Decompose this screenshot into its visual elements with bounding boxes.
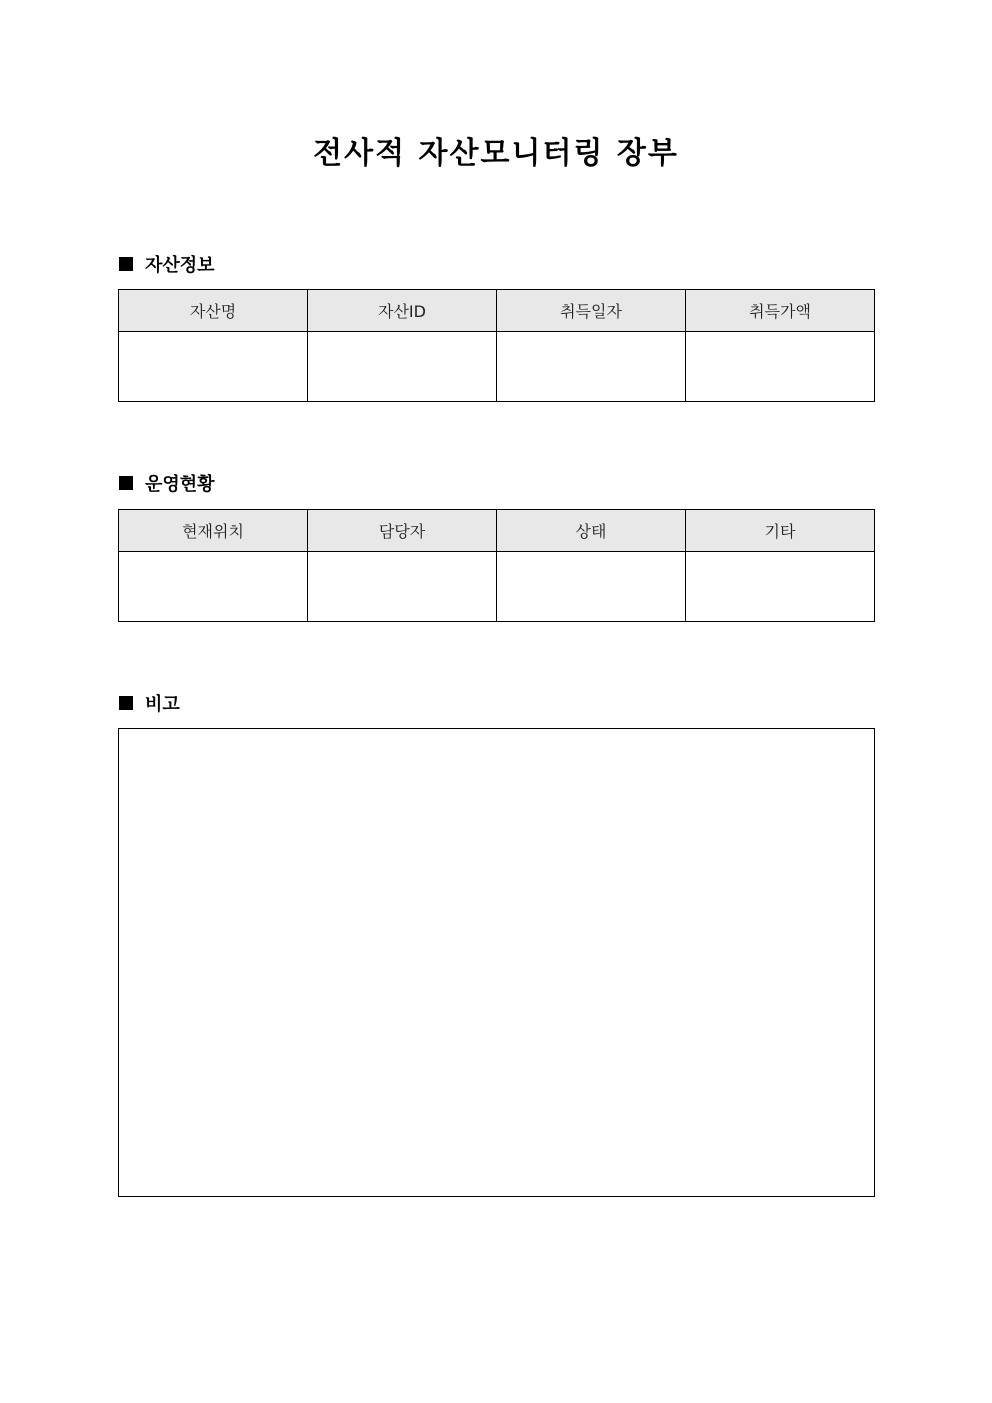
asset-info-heading-label: 자산정보 <box>145 255 215 276</box>
manager-cell[interactable] <box>308 552 497 622</box>
asset-id-cell[interactable] <box>308 332 497 402</box>
square-bullet-icon <box>119 257 133 271</box>
current-location-cell[interactable] <box>119 552 308 622</box>
table-header-row <box>119 290 875 332</box>
asset-name-cell[interactable] <box>119 332 308 402</box>
acquisition-cost-cell[interactable] <box>686 332 875 402</box>
operation-status-table <box>118 509 875 622</box>
column-header-asset-name: 자산명 <box>119 290 308 332</box>
operation-status-heading <box>119 471 215 495</box>
table-header-row <box>119 510 875 552</box>
page-title: 전사적 자산모니터링 장부 <box>313 136 679 171</box>
asset-info-heading <box>119 252 215 276</box>
square-bullet-icon <box>119 476 133 490</box>
column-header-acquisition-cost: 취득가액 <box>686 290 875 332</box>
status-cell[interactable] <box>497 552 686 622</box>
remarks-heading <box>119 691 180 715</box>
remarks-box[interactable] <box>118 728 875 1197</box>
column-header-current-location: 현재위치 <box>119 510 308 552</box>
acquisition-date-cell[interactable] <box>497 332 686 402</box>
asset-info-table <box>118 289 875 402</box>
operation-status-heading-label: 운영현황 <box>145 474 215 495</box>
column-header-manager: 담당자 <box>308 510 497 552</box>
table-row <box>119 332 875 402</box>
column-header-status: 상태 <box>497 510 686 552</box>
remarks-heading-label: 비고 <box>145 694 180 715</box>
column-header-other: 기타 <box>686 510 875 552</box>
other-cell[interactable] <box>686 552 875 622</box>
square-bullet-icon <box>119 696 133 710</box>
table-row <box>119 552 875 622</box>
column-header-acquisition-date: 취득일자 <box>497 290 686 332</box>
column-header-asset-id: 자산ID <box>308 290 497 332</box>
